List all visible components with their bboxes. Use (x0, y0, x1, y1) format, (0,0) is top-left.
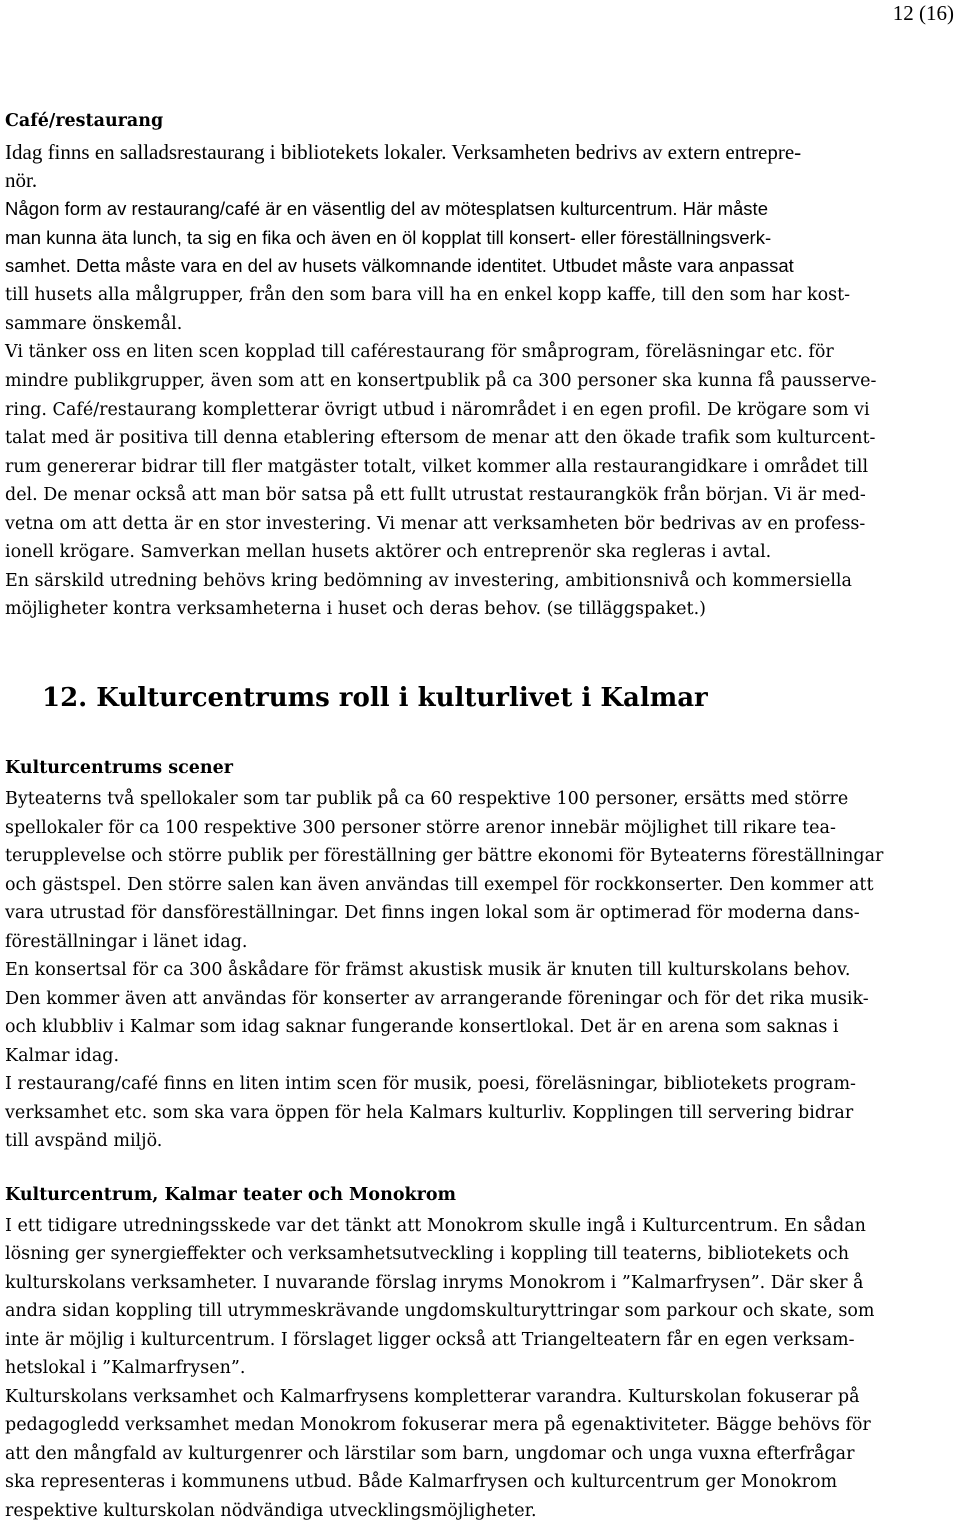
scener-line-2: spellokaler för ca 100 respektive 300 personer större arenor innebär möjlighet till rikare tea- (5, 818, 836, 838)
cafe-line-11: talat med är positiva till denna etablering eftersom de menar att den ökade trafik som kulturcent- (5, 428, 876, 448)
cafe-line-17: möjligheter kontra verksamheterna i huset och deras behov. (se tilläggspaket.) (5, 599, 706, 619)
monokrom-line-5: inte är möjlig i kulturcentrum. I förslaget ligger också att Triangelteatern får en egen verksam- (5, 1330, 855, 1350)
cafe-line-1: Idag finns en salladsrestaurang i bibliotekets lokaler. Verksamheten bedrivs av extern entrepre- (5, 140, 802, 164)
cafe-line-5: samhet. Detta måste vara en del av husets välkomnande identitet. Utbudet måste vara anpassat (5, 255, 794, 276)
cafe-line-3: Någon form av restaurang/café är en väsentlig del av mötesplatsen kulturcentrum. Här måste (5, 198, 768, 219)
monokrom-line-2: lösning ger synergieffekter och verksamhetsutveckling i koppling till teaterns, bibliotekets och (5, 1244, 849, 1264)
chapter-title: Kulturcentrums roll i kulturlivet i Kalmar (96, 683, 708, 713)
monokrom-line-9: att den mångfald av kulturgenrer och lärstilar som barn, ungdomar och unga vuxna efterfrågar (5, 1444, 855, 1464)
scener-line-10: Kalmar idag. (5, 1046, 120, 1066)
scener-line-8: Den kommer även att användas för konserter av arrangerande föreningar och för det rika musik- (5, 989, 869, 1009)
scener-heading: Kulturcentrums scener (5, 758, 233, 778)
scener-line-3: terupplevelse och större publik per föreställning ger bättre ekonomi för Byteaterns föreställningar (5, 846, 884, 866)
cafe-line-7: sammare önskemål. (5, 314, 183, 334)
monokrom-line-7: Kulturskolans verksamhet och Kalmarfrysens kompletterar varandra. Kulturskolan fokuserar på (5, 1387, 860, 1407)
monokrom-line-8: pedagogledd verksamhet medan Monokrom fokuserar mera på egenaktiviteter. Bägge behövs för (5, 1415, 871, 1435)
cafe-line-16: En särskild utredning behövs kring bedömning av investering, ambitionsnivå och kommersiella (5, 571, 852, 591)
monokrom-line-10: ska representeras i kommunens utbud. Både Kalmarfrysen och kulturcentrum ger Monokrom (5, 1472, 838, 1492)
scener-line-11: I restaurang/café finns en liten intim scen för musik, poesi, föreläsningar, bibliotekets program- (5, 1074, 856, 1094)
monokrom-line-6: hetslokal i ”Kalmarfrysen”. (5, 1358, 246, 1378)
cafe-heading: Café/restaurang (5, 111, 164, 131)
chapter-heading (42, 682, 708, 714)
monokrom-line-4: andra sidan koppling till utrymmeskrävande ungdomskulturyttringar som parkour och skate, som (5, 1301, 875, 1321)
scener-line-13: till avspänd miljö. (5, 1131, 163, 1151)
scener-line-6: föreställningar i länet idag. (5, 932, 248, 952)
cafe-line-2: nör. (5, 168, 38, 192)
cafe-line-10: ring. Café/restaurang kompletterar övrigt utbud i närområdet i en egen profil. De krögare som vi (5, 400, 870, 420)
cafe-line-12: rum genererar bidrar till fler matgäster totalt, vilket kommer alla restaurangidkare i området till (5, 457, 869, 477)
cafe-line-9: mindre publikgrupper, även som att en konsertpublik på ca 300 personer ska kunna få pausserve- (5, 371, 877, 391)
cafe-line-6: till husets alla målgrupper, från den som bara vill ha en enkel kopp kaffe, till den som har kost- (5, 285, 851, 305)
scener-line-7: En konsertsal för ca 300 åskådare för främst akustisk musik är knuten till kulturskolans behov. (5, 960, 851, 980)
scener-line-1: Byteaterns två spellokaler som tar publik på ca 60 respektive 100 personer, ersätts med större (5, 789, 849, 809)
scener-line-4: och gästspel. Den större salen kan även användas till exempel för rockkonserter. Den kommer att (5, 875, 874, 895)
chapter-number: 12. (42, 683, 88, 713)
scener-line-9: och klubbliv i Kalmar som idag saknar fungerande konsertlokal. Det är en arena som saknas i (5, 1017, 839, 1037)
monokrom-line-3: kulturskolans verksamheter. I nuvarande förslag inryms Monokrom i ”Kalmarfrysen”. Där sker å (5, 1273, 864, 1293)
monokrom-heading: Kulturcentrum, Kalmar teater och Monokrom (5, 1185, 457, 1205)
cafe-line-13: del. De menar också att man bör satsa på ett fullt utrustat restaurangkök från början. Vi är med- (5, 485, 866, 505)
cafe-line-15: ionell krögare. Samverkan mellan husets aktörer och entreprenör ska regleras i avtal. (5, 542, 772, 562)
cafe-line-14: vetna om att detta är en stor investering. Vi menar att verksamheten bör bedrivas av en profess- (5, 514, 866, 534)
scener-line-12: verksamhet etc. som ska vara öppen för hela Kalmars kulturliv. Kopplingen till servering bidrar (5, 1103, 854, 1123)
page-number: 12 (16) (892, 1, 954, 25)
scener-line-5: vara utrustad för dansföreställningar. Det finns ingen lokal som är optimerad för moderna dans- (5, 903, 860, 923)
monokrom-line-1: I ett tidigare utredningsskede var det tänkt att Monokrom skulle ingå i Kulturcentrum. En sådan (5, 1216, 866, 1236)
cafe-line-4: man kunna äta lunch, ta sig en fika och även en öl kopplat till konsert- eller föreställningsverk- (5, 227, 772, 248)
cafe-line-8: Vi tänker oss en liten scen kopplad till caférestaurang för småprogram, föreläsningar etc. för (5, 342, 834, 362)
monokrom-line-11: respektive kulturskolan nödvändiga utvecklingsmöjligheter. (5, 1501, 537, 1521)
